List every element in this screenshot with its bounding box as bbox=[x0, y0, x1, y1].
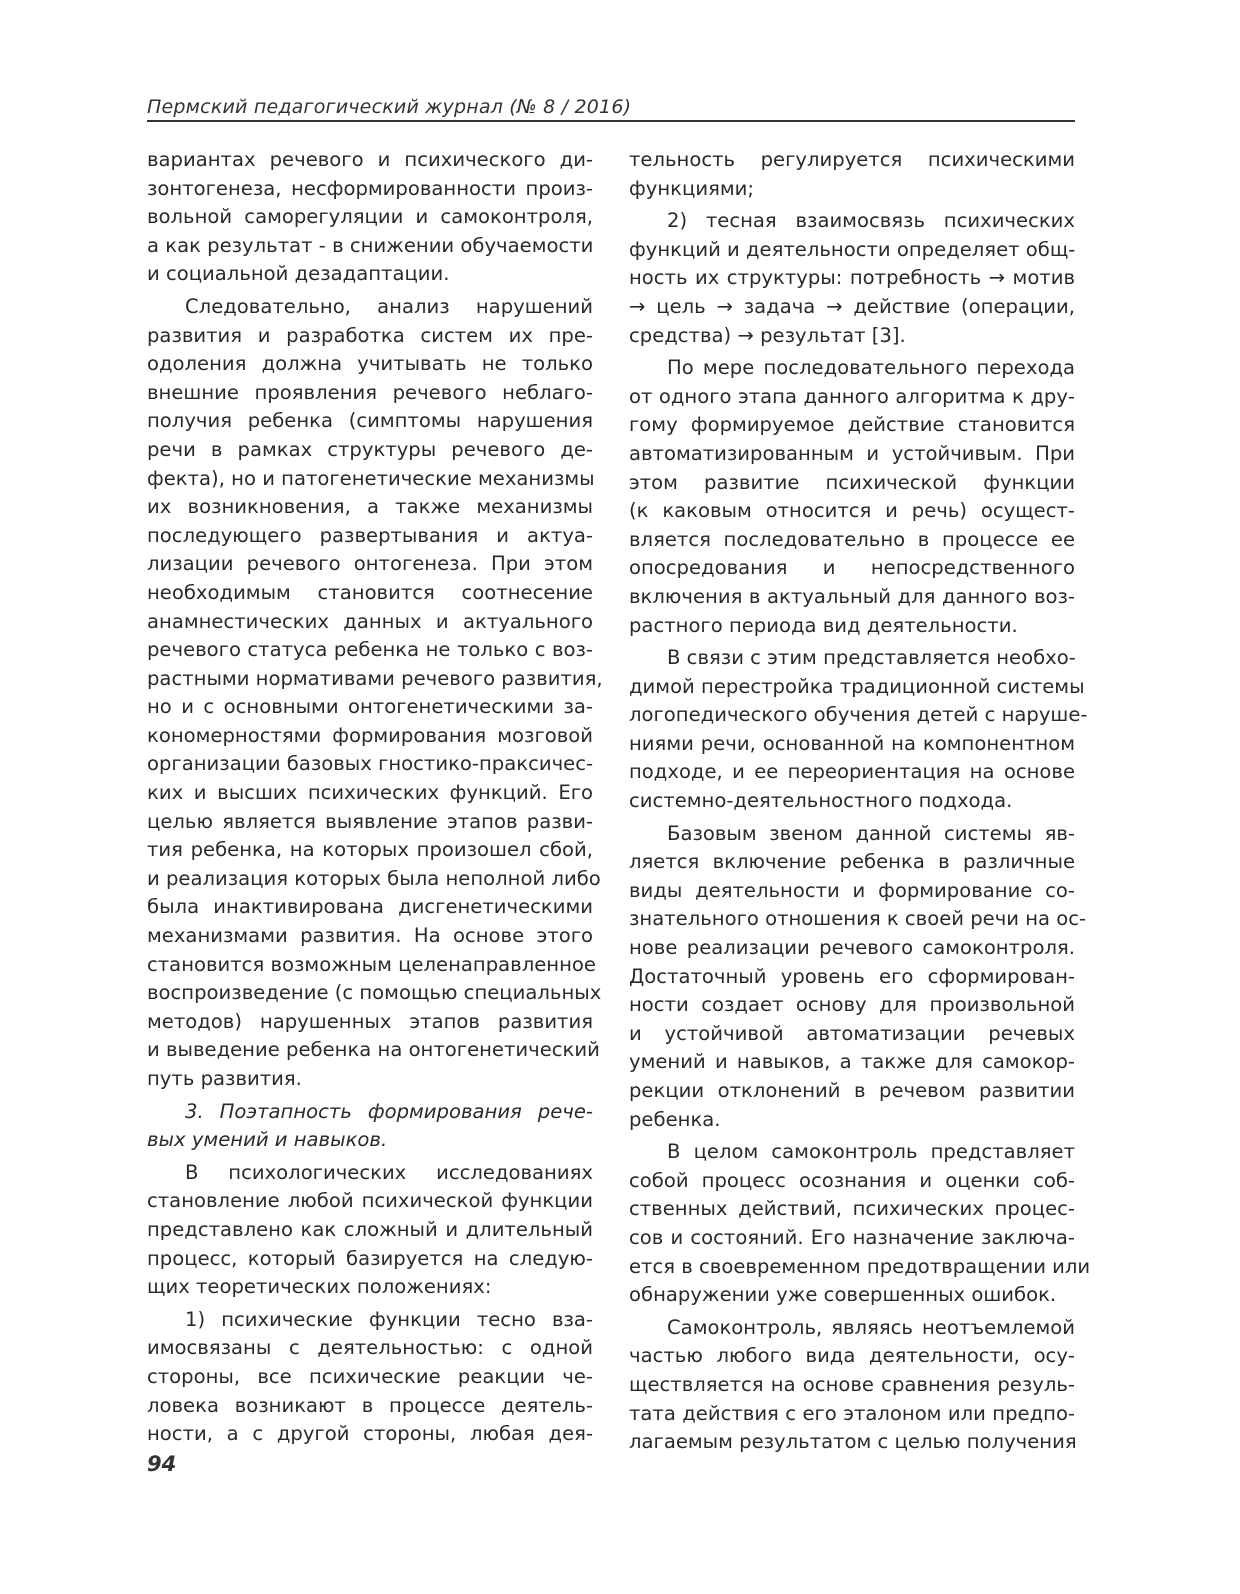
text-line: лагаемым результатом с целью получения bbox=[629, 1430, 1077, 1454]
text-line: внешние проявления речевого неблаго- bbox=[147, 380, 593, 404]
text-line: речи в рамках структуры речевого де- bbox=[147, 437, 593, 461]
text-line: Базовым звеном данной системы яв- bbox=[667, 821, 1075, 845]
text-line: имосвязаны с деятельностью: с одной bbox=[147, 1336, 593, 1360]
text-line: фекта), но и патогенетические механизмы bbox=[147, 466, 595, 490]
text-line: анамнестических данных и актуального bbox=[147, 609, 593, 633]
text-line: вольной саморегуляции и самоконтроля, bbox=[147, 205, 593, 229]
text-line: развития и разработка систем их пре- bbox=[147, 323, 593, 347]
text-line: ность их структуры: потребность → мотив bbox=[629, 266, 1075, 290]
text-line: получия ребенка (симптомы нарушения bbox=[147, 409, 593, 433]
text-line: ется в своевременном предотвращении или bbox=[629, 1254, 1091, 1278]
text-line: виды деятельности и формирование со- bbox=[629, 878, 1075, 902]
text-line: В психологических исследованиях bbox=[185, 1160, 593, 1184]
text-line: По мере последовательного перехода bbox=[667, 356, 1075, 380]
text-line: кономерностями формирования мозговой bbox=[147, 723, 593, 747]
header-rule bbox=[147, 120, 1075, 122]
text-line: процесс, который базируется на следую- bbox=[147, 1246, 593, 1270]
page-number: 94 bbox=[147, 1452, 177, 1476]
text-line: и реализация которых была неполной либо bbox=[147, 866, 601, 890]
text-line: Следовательно, анализ нарушений bbox=[185, 294, 593, 318]
text-line: ниями речи, основанной на компонентном bbox=[629, 731, 1075, 755]
paragraph bbox=[147, 1159, 593, 1302]
text-line: и выведение ребенка на онтогенетический bbox=[147, 1038, 600, 1062]
text-line: щих теоретических положениях: bbox=[147, 1275, 492, 1299]
text-line: гому формируемое действие становится bbox=[629, 413, 1075, 437]
text-line: ности создает основу для произвольной bbox=[629, 993, 1075, 1017]
text-line: нове реализации речевого самоконтроля. bbox=[629, 936, 1075, 960]
text-line: а как результат - в снижении обучаемости bbox=[147, 233, 594, 257]
paragraph bbox=[147, 293, 603, 1094]
paragraph bbox=[629, 354, 1075, 640]
paragraph bbox=[629, 644, 1088, 816]
paragraph bbox=[147, 1098, 593, 1155]
text-line: была инактивирована дисгенетическими bbox=[147, 895, 593, 919]
text-line: системно-деятельностного подхода. bbox=[629, 789, 1013, 813]
text-line: одоления должна учитывать не только bbox=[147, 352, 593, 376]
text-line: димой перестройка традиционной системы bbox=[629, 674, 1085, 698]
text-line: частью любого вида деятельности, осу- bbox=[629, 1344, 1075, 1368]
text-line: становится возможным целенаправленное bbox=[147, 952, 596, 976]
paragraph bbox=[629, 207, 1075, 350]
left-column bbox=[147, 146, 603, 1449]
text-line: обнаружении уже совершенных ошибок. bbox=[629, 1283, 1057, 1307]
running-header bbox=[147, 92, 1075, 122]
text-line: вариантах речевого и психического ди- bbox=[147, 148, 593, 171]
text-line: собой процесс осознания и оценки соб- bbox=[629, 1168, 1075, 1192]
text-line: от одного этапа данного алгоритма к дру- bbox=[629, 384, 1075, 408]
text-line: растного периода вид деятельности. bbox=[629, 613, 1018, 637]
text-line: → цель → задача → действие (операции, bbox=[629, 294, 1075, 318]
paragraph bbox=[147, 1306, 593, 1449]
text-line: ляется включение ребенка в различные bbox=[629, 850, 1075, 874]
text-line: речевого статуса ребенка не только с воз- bbox=[147, 638, 593, 662]
text-line: знательного отношения к своей речи на ос- bbox=[629, 907, 1087, 931]
text-line: становление любой психической функции bbox=[147, 1189, 593, 1213]
text-line: В целом самоконтроль представляет bbox=[667, 1140, 1075, 1164]
text-line: организации базовых гностико-праксичес- bbox=[147, 752, 594, 776]
text-line: путь развития. bbox=[147, 1067, 302, 1090]
text-line: воспроизведение (с помощью специальных bbox=[147, 981, 602, 1005]
paragraph bbox=[629, 1314, 1075, 1457]
text-line: методов) нарушенных этапов развития bbox=[147, 1009, 593, 1033]
text-line: ких и высших психических функций. Его bbox=[147, 781, 593, 805]
text-line: растными нормативами речевого развития, bbox=[147, 666, 603, 690]
text-line: Самоконтроль, являясь неотъемлемой bbox=[667, 1315, 1075, 1339]
text-line: автоматизированным и устойчивым. При bbox=[629, 441, 1075, 465]
text-line: умений и навыков, а также для самокор- bbox=[629, 1050, 1075, 1074]
text-line: 1) психические функции тесно вза- bbox=[185, 1307, 593, 1331]
text-line: 2) тесная взаимосвязь психических bbox=[667, 209, 1075, 233]
text-line: В связи с этим представляется необхо- bbox=[667, 646, 1076, 670]
text-line: рекции отклонений в речевом развитии bbox=[629, 1079, 1075, 1102]
text-line: Достаточный уровень его сформирован- bbox=[629, 964, 1075, 988]
text-line: необходимым становится соотнесение bbox=[147, 580, 593, 604]
text-line: их возникновения, а также механизмы bbox=[147, 495, 593, 519]
text-line: и социальной дезадаптации. bbox=[147, 262, 450, 286]
text-line: ственных действий, психических процес- bbox=[629, 1197, 1075, 1221]
text-line: функций и деятельности определяет общ- bbox=[629, 237, 1076, 261]
text-line: логопедического обучения детей с наруше- bbox=[629, 703, 1088, 727]
text-line: ществляется на основе сравнения резуль- bbox=[629, 1372, 1075, 1396]
text-line: функциями; bbox=[629, 176, 754, 200]
paragraph bbox=[629, 1138, 1091, 1310]
text-line: ловека возникают в процессе деятель- bbox=[147, 1393, 593, 1417]
text-line: механизмами развития. На основе этого bbox=[147, 924, 593, 948]
text-line: целью является выявление этапов разви- bbox=[147, 809, 593, 833]
text-line: представлено как сложный и длительный bbox=[147, 1217, 593, 1241]
text-line: и устойчивой автоматизации речевых bbox=[629, 1021, 1075, 1045]
text-line: но и с основными онтогенетическими за- bbox=[147, 695, 593, 719]
text-line: включения в актуальный для данного воз- bbox=[629, 584, 1075, 608]
text-line: тата действия с его эталоном или предпо- bbox=[629, 1401, 1075, 1425]
text-line: ребенка. bbox=[629, 1107, 721, 1131]
text-line: сов и состояний. Его назначение заключа- bbox=[629, 1225, 1075, 1249]
text-line: средства) → результат [3]. bbox=[629, 323, 906, 347]
text-line: стороны, все психические реакции че- bbox=[147, 1364, 593, 1388]
text-line: вляется последовательно в процессе ее bbox=[629, 527, 1075, 551]
text-line: тия ребенка, на которых произошел сбой, bbox=[147, 838, 593, 862]
journal-title: Пермский педагогический журнал (№ 8 / 2016) bbox=[147, 96, 632, 118]
text-line: тельность регулируется психическими bbox=[629, 148, 1075, 171]
text-line: зонтогенеза, несформированности произ- bbox=[147, 176, 593, 200]
text-line: лизации речевого онтогенеза. При этом bbox=[147, 552, 593, 576]
paragraph bbox=[629, 146, 1075, 203]
text-line: последующего развертывания и актуа- bbox=[147, 523, 593, 547]
text-line: опосредования и непосредственного bbox=[629, 556, 1075, 580]
text-line: ности, а с другой стороны, любая дея- bbox=[147, 1422, 593, 1446]
text-line: 3. Поэтапность формирования рече- bbox=[185, 1099, 593, 1123]
text-line: (к каковым относится и речь) осущест- bbox=[629, 499, 1075, 523]
right-column bbox=[629, 146, 1091, 1457]
text-line: подходе, и ее переориентация на основе bbox=[629, 760, 1075, 784]
paragraph bbox=[147, 146, 593, 289]
text-line: этом развитие психической функции bbox=[629, 470, 1075, 494]
paragraph bbox=[629, 820, 1087, 1135]
text-line: вых умений и навыков. bbox=[147, 1128, 388, 1152]
